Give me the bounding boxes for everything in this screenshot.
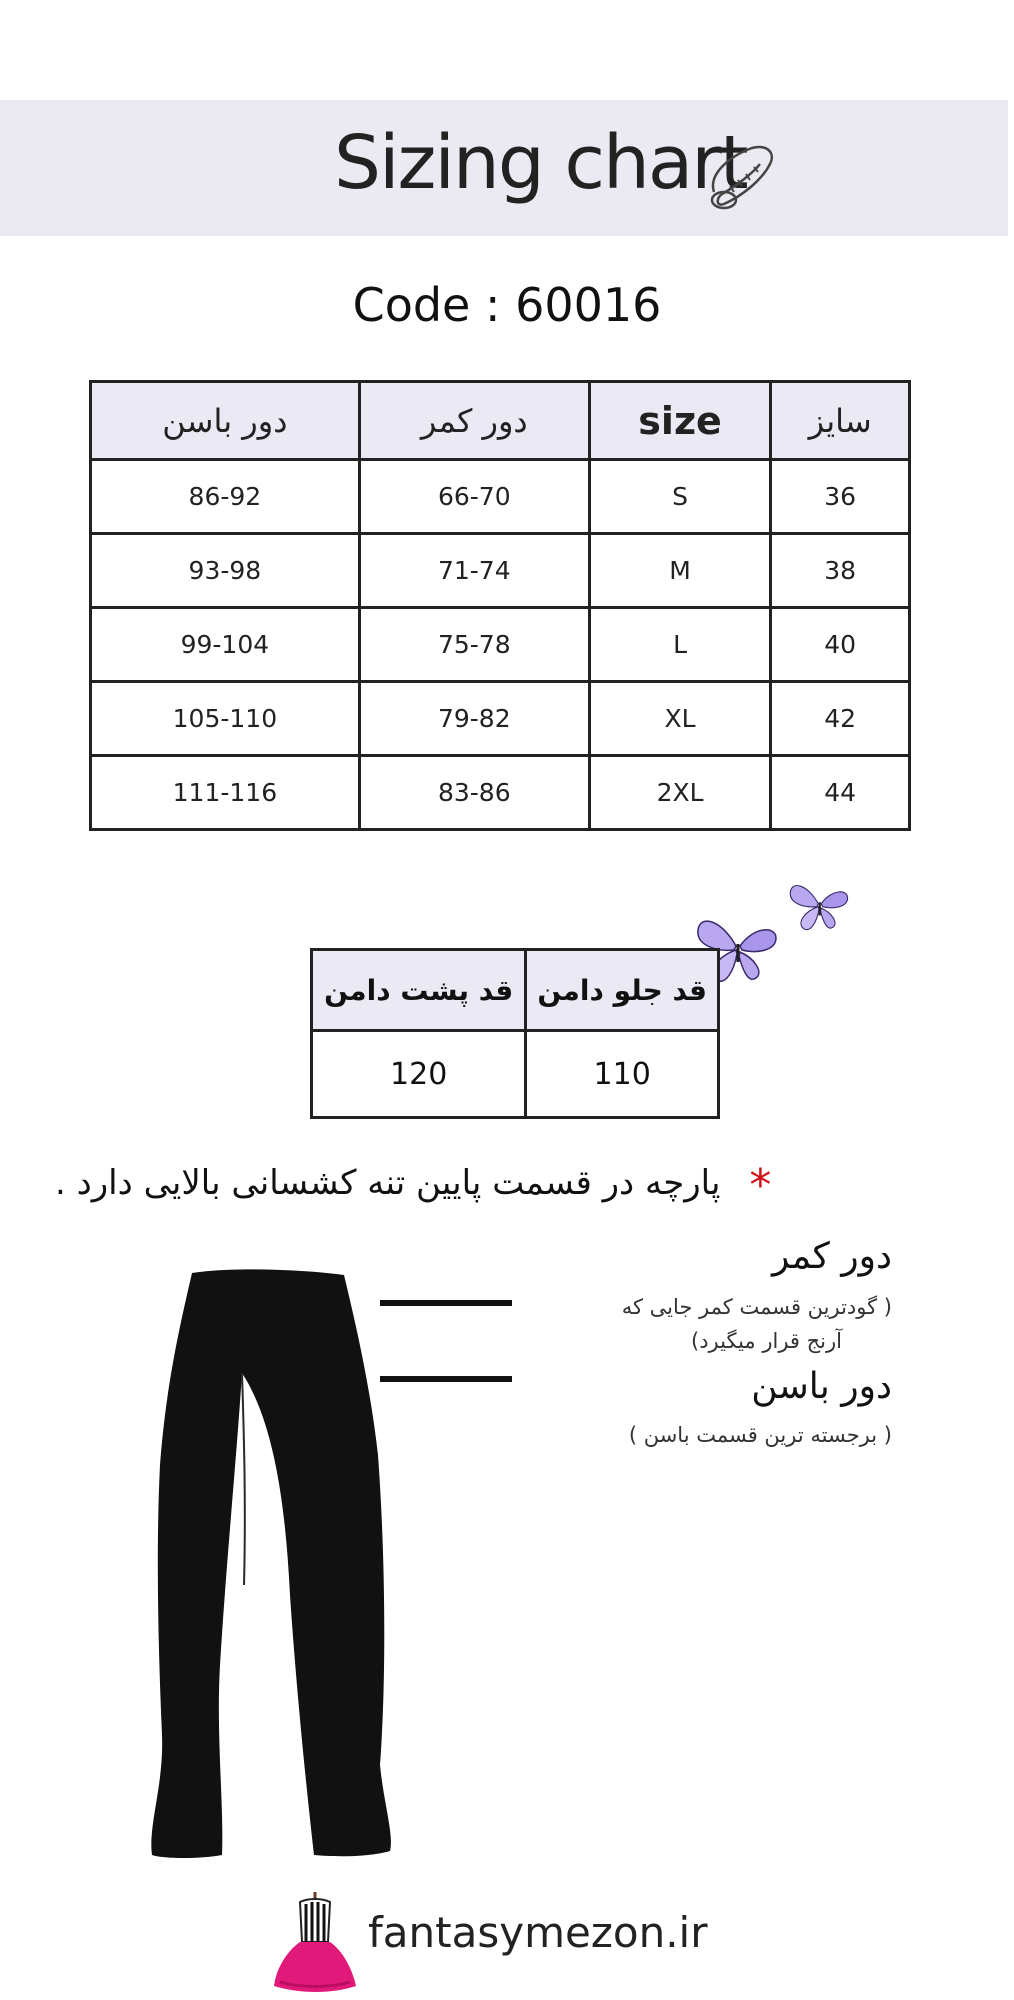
cell-waist: 79-82 xyxy=(359,682,589,756)
cell-back-length: 120 xyxy=(312,1031,526,1118)
hip-title: دور باسن xyxy=(751,1366,892,1407)
fabric-note-text: پارچه در قسمت پایین تنه کشسانی بالایی دارد . xyxy=(55,1163,721,1203)
cell-front-length: 110 xyxy=(526,1031,719,1118)
cell-size-en: M xyxy=(589,534,770,608)
cell-size-en: XL xyxy=(589,682,770,756)
header-size-fa: سایز xyxy=(771,382,910,460)
butterfly-icon xyxy=(786,870,852,936)
cell-size-en: 2XL xyxy=(589,756,770,830)
table-row xyxy=(91,534,910,608)
table-header-row xyxy=(312,950,719,1031)
waist-title: دور کمر xyxy=(771,1236,892,1277)
header-front-length: قد جلو دامن xyxy=(526,950,719,1031)
waist-desc-2: آرنج قرار میگیرد) xyxy=(691,1329,842,1353)
measuring-tape-icon xyxy=(700,134,784,218)
table-row xyxy=(91,682,910,756)
table-row xyxy=(312,1031,719,1118)
asterisk-marker: * xyxy=(749,1160,772,1211)
header-hip: دور باسن xyxy=(91,382,360,460)
cell-size-fa: 44 xyxy=(771,756,910,830)
cell-waist: 83-86 xyxy=(359,756,589,830)
cell-waist: 75-78 xyxy=(359,608,589,682)
table-row xyxy=(91,756,910,830)
product-code: Code : 60016 xyxy=(352,278,662,332)
header-size-en: size xyxy=(589,382,770,460)
table-header-row xyxy=(91,382,910,460)
cell-hip: 111-116 xyxy=(91,756,360,830)
header-back-length: قد پشت دامن xyxy=(312,950,526,1031)
site-name: fantasymezon.ir xyxy=(368,1908,708,1957)
cell-waist: 71-74 xyxy=(359,534,589,608)
cell-hip: 105-110 xyxy=(91,682,360,756)
waist-measure-line xyxy=(380,1300,512,1306)
cell-size-fa: 36 xyxy=(771,460,910,534)
cell-size-en: S xyxy=(589,460,770,534)
cell-size-en: L xyxy=(589,608,770,682)
length-table xyxy=(310,948,720,1119)
table-row xyxy=(91,460,910,534)
cell-waist: 66-70 xyxy=(359,460,589,534)
page-title: Sizing chart xyxy=(334,120,747,206)
cell-hip: 86-92 xyxy=(91,460,360,534)
cell-size-fa: 42 xyxy=(771,682,910,756)
cell-hip: 99-104 xyxy=(91,608,360,682)
cell-hip: 93-98 xyxy=(91,534,360,608)
header-waist: دور کمر xyxy=(359,382,589,460)
cell-size-fa: 38 xyxy=(771,534,910,608)
dress-logo-icon xyxy=(270,1890,360,1995)
pants-illustration xyxy=(140,1265,400,1865)
size-table xyxy=(89,380,911,831)
hip-desc: ( برجسته ترین قسمت باسن ) xyxy=(628,1423,892,1447)
hip-measure-line xyxy=(380,1376,512,1382)
waist-desc-1: ( گودترین قسمت کمر جایی که xyxy=(621,1295,892,1319)
cell-size-fa: 40 xyxy=(771,608,910,682)
fabric-note xyxy=(55,1160,855,1211)
table-row xyxy=(91,608,910,682)
